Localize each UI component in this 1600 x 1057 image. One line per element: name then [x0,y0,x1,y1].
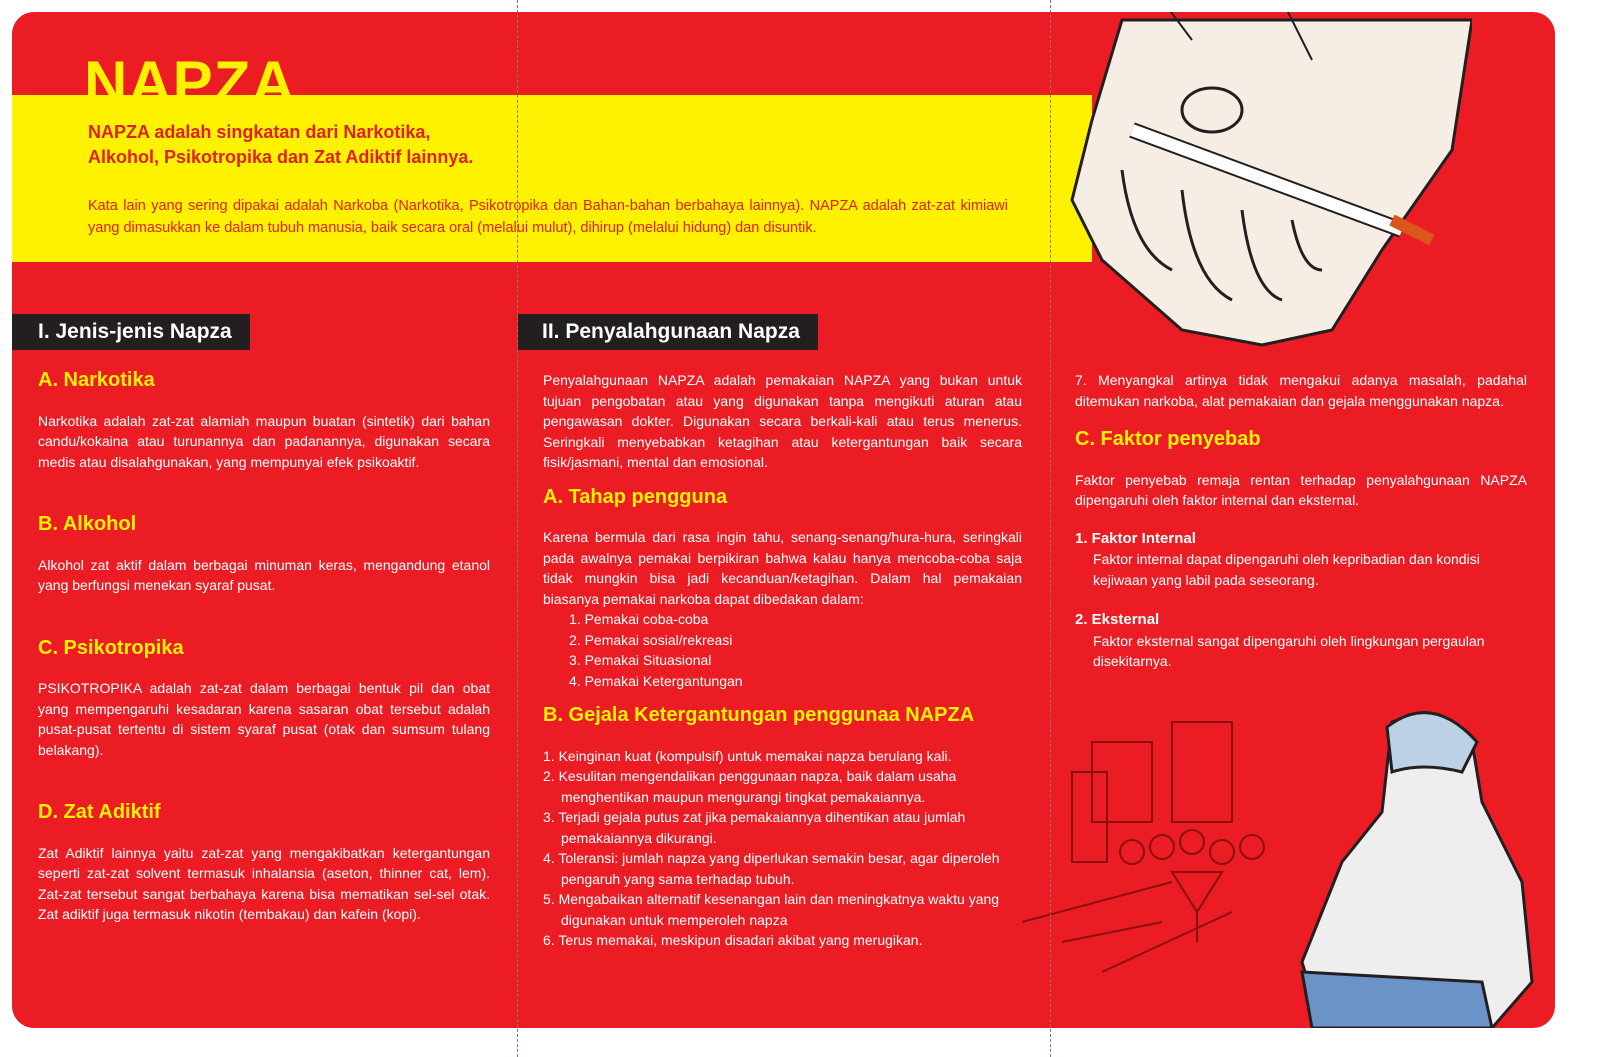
subheading: B. Alkohol [38,513,137,535]
subheading: C. Psikotropika [38,636,184,659]
list-item: 5. Mengabaikan alternatif kesenangan lain dan meningkatnya waktu yang digunakan untuk memperoleh napza [543,891,1000,928]
column-faktor [1075,370,1527,672]
list-item: 4. Toleransi: jumlah napza yang diperlukan semakin besar, agar diperoleh pengaruh yang sama terhadap tubuh. [543,850,1000,887]
list-item: 4. Pemakai Ketergantungan [569,672,743,689]
subheading: B. Gejala Ketergantungan penggunaa NAPZA [543,704,975,726]
paragraph: Narkotika adalah zat-zat alamiah maupun buatan (sintetik) dari bahan candu/kokaina atau turunannya dan padanannya, digunakan secara medis atau disalahgunakan, yang mempunyai efek psikoaktif. [38,412,490,470]
factor-title: 2. Eksternal [1075,611,1160,628]
brochure-panel [12,12,1555,1028]
subheading: A. Narkotika [38,369,155,391]
column-penyalahgunaan [543,370,1022,951]
lead-line: Alkohol, Psikotropika dan Zat Adiktif lainnya. [88,147,474,167]
list-item: 2. Kesulitan mengendalikan penggunaan napza, baik dalam usaha menghentikan maupun mengurangi tingkat pemakaiannya. [543,768,957,805]
factor-text: Faktor internal dapat dipengaruhi oleh kepribadian dan kondisi kejiwaan yang labil pada seseorang. [1093,551,1480,588]
fold-line [517,0,518,1057]
column-jenis [38,370,490,925]
symptom-list [543,746,1013,951]
paragraph: PSIKOTROPIKA adalah zat-zat dalam berbagai bentuk pil dan obat yang mempengaruhi kesadaran karena sasaran obat tersebut adalah pusat-pusat tertentu di sistem syaraf pusat (otak dan sumsum tulang belakang). [38,680,490,758]
section-heading-penyalahgunaan: II. Penyalahgunaan Napza [518,314,818,350]
paragraph: 7. Menyangkal artinya tidak mengakui adanya masalah, padahal ditemukan narkoba, alat pemakaian dan gejala menggunakan napza. [1075,372,1527,409]
list-item: 3. Terjadi gejala putus zat jika pemakaiannya dihentikan atau jumlah pemakaiannya dikurangi. [543,809,966,846]
section-heading-jenis: I. Jenis-jenis Napza [12,314,250,350]
paragraph: Alkohol zat aktif dalam berbagai minuman keras, mengandung etanol yang berfungsi menekan syaraf pusat. [38,556,490,593]
paragraph: Karena bermula dari rasa ingin tahu, senang-senang/hura-hura, seringkali pada awalnya pemakai berpikiran bahwa kalau hanya mencoba-coba saja tidak mungkin bisa jadi kecanduan/ketagihan. Dalam hal pemakaian biasanya pemakai narkoba dapat dibedakan dalam: [543,529,1022,607]
subheading: A. Tahap pengguna [543,485,728,508]
intro-text: Kata lain yang sering dipakai adalah Narkoba (Narkotika, Psikotropika dan Bahan-bahan berbahaya lainnya). NAPZA adalah zat-zat kimiawi yang dimasukkan ke dalam tubuh manusia, baik secara oral (melalui mulut), dihirup (melalui hidung) dan disuntik. [88,198,1008,236]
factor-text: Faktor eksternal sangat dipengaruhi oleh lingkungan pergaulan disekitarnya. [1093,632,1485,669]
fold-line [1050,0,1051,1057]
list-item: 6. Terus memakai, meskipun disadari akibat yang merugikan. [543,932,923,948]
subheading: C. Faktor penyebab [1075,428,1261,450]
list-item: 1. Keinginan kuat (kompulsif) untuk memakai napza berulang kali. [543,747,952,764]
page-title: NAPZA [84,49,296,116]
paragraph: Faktor penyebab remaja rentan terhadap penyalahgunaan NAPZA dipengaruhi oleh faktor internal dan eksternal. [1075,471,1527,508]
paragraph: Penyalahgunaan NAPZA adalah pemakaian NAPZA yang bukan untuk tujuan pengobatan atau yang digunakan tanpa mengikuti aturan atau pengawasan dokter. Digunakan secara berkali-kali atau terus menerus. Seringkali menyebabkan ketagihan atau ketergantungan baik secara fisik/jasmani, mental dan emosional. [543,372,1022,470]
lead-text [88,120,473,170]
subheading: D. Zat Adiktif [38,801,161,823]
factor-title: 1. Faktor Internal [1075,529,1196,547]
list-item: 3. Pemakai Situasional [569,652,712,668]
paragraph: Zat Adiktif lainnya yaitu zat-zat yang mengakibatkan ketergantungan seperti zat-zat solvent termasuk inhalansia (aseton, thinner cat, lem). Zat-zat tersebut sangat berbahaya karena bisa mematikan sel-sel otak. Zat adiktif juga termasuk nikotin (tembakau) dan kafein (kopi). [38,844,490,922]
drug-user-illustration [1022,682,1542,1028]
hand-cigarette-illustration [1032,12,1472,370]
list-item: 1. Pemakai coba-coba [569,611,709,627]
list-item: 2. Pemakai sosial/rekreasi [569,631,733,648]
user-stage-list [543,609,1022,691]
lead-line: NAPZA adalah singkatan dari Narkotika, [88,122,431,142]
